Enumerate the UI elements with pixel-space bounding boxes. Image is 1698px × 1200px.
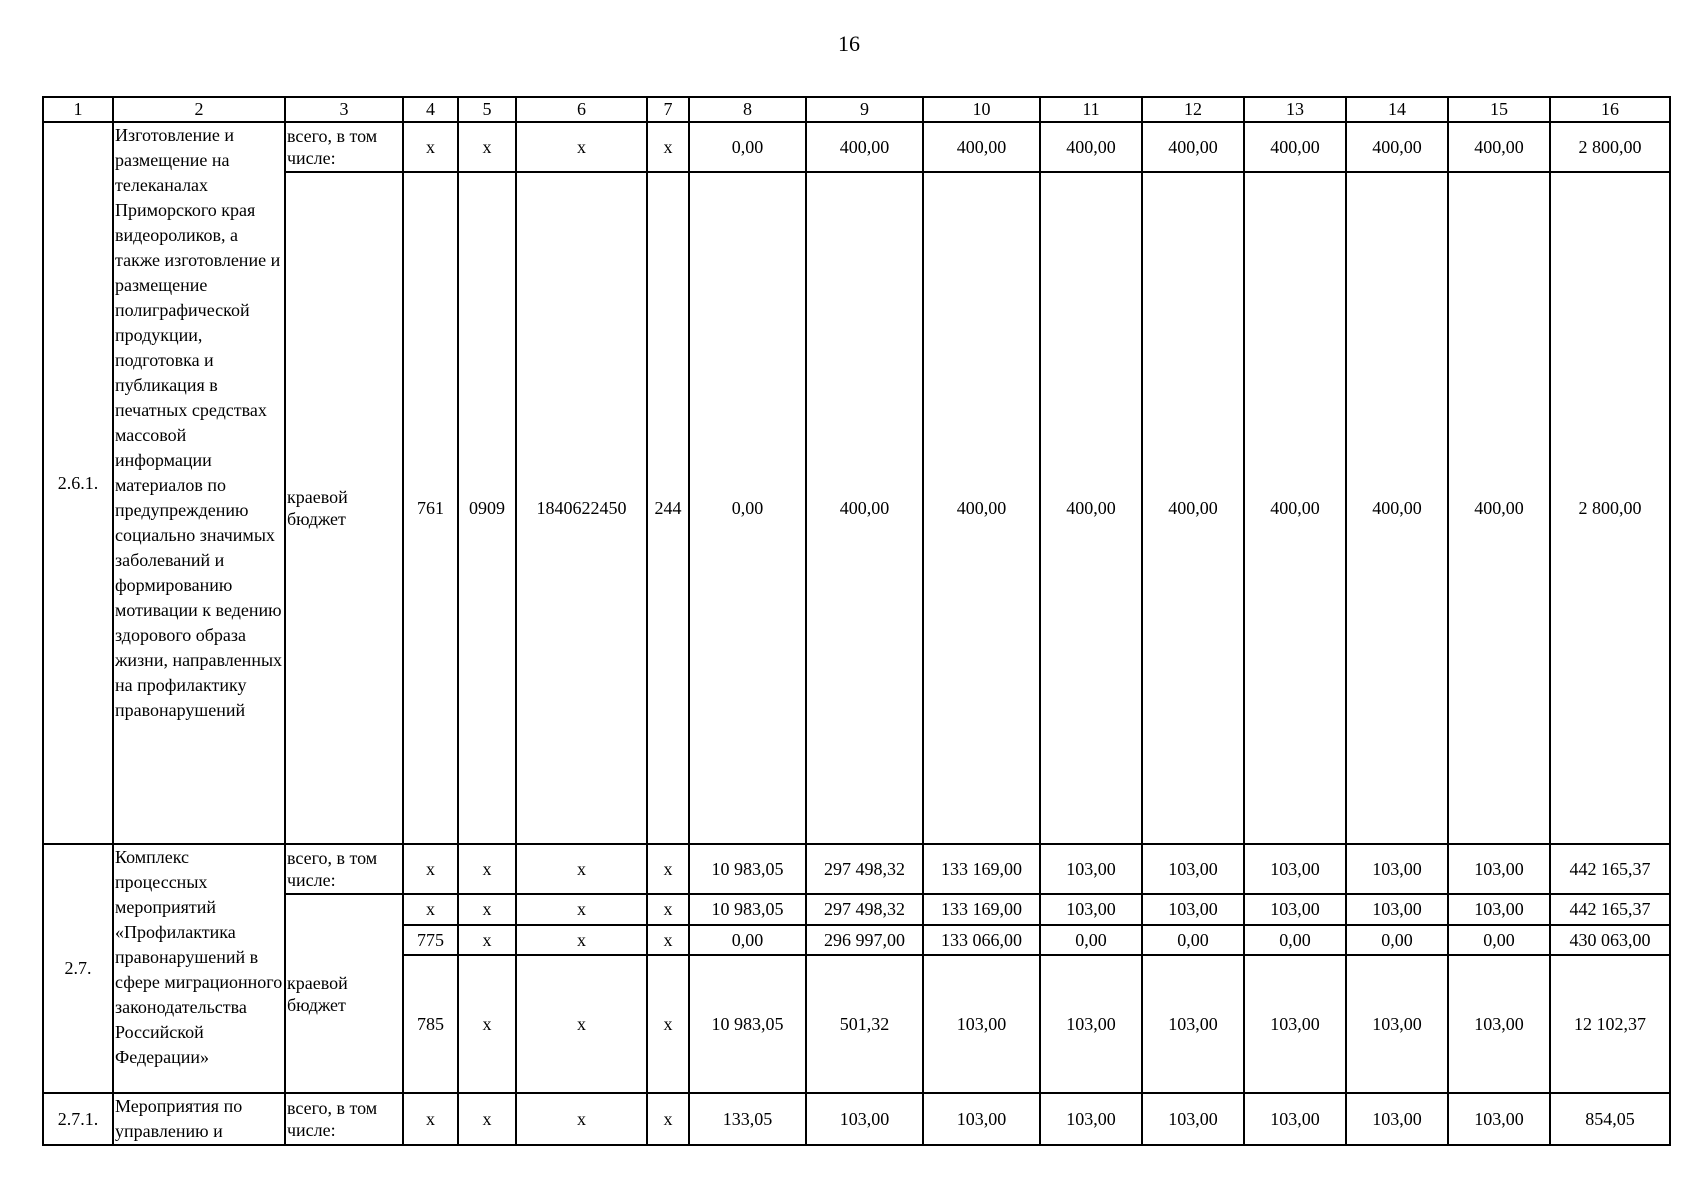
cell: 10 983,05 <box>689 955 806 1093</box>
header-row <box>43 97 1670 122</box>
column-header: 5 <box>458 97 516 122</box>
cell: 103,00 <box>1346 844 1448 894</box>
cell: 854,05 <box>1550 1093 1670 1145</box>
row-name: Комплекс процессных мероприятий «Профилактика правонарушений в сфере миграционного законодательства Российской Федерации» <box>113 844 285 1093</box>
cell: 133 066,00 <box>923 925 1040 955</box>
cell: x <box>516 1093 647 1145</box>
cell: 103,00 <box>1040 894 1142 925</box>
cell: 103,00 <box>1142 894 1244 925</box>
cell: 103,00 <box>1244 1093 1346 1145</box>
cell: 10 983,05 <box>689 894 806 925</box>
cell: 133 169,00 <box>923 844 1040 894</box>
cell: 400,00 <box>806 122 923 172</box>
column-header: 6 <box>516 97 647 122</box>
cell: 775 <box>403 925 458 955</box>
cell: 296 997,00 <box>806 925 923 955</box>
cell: x <box>458 844 516 894</box>
funding-source: всего, в том числе: <box>285 122 403 172</box>
cell: x <box>647 122 689 172</box>
cell: x <box>403 122 458 172</box>
cell: 103,00 <box>1346 1093 1448 1145</box>
cell: 0,00 <box>689 925 806 955</box>
cell: x <box>403 894 458 925</box>
cell: x <box>458 955 516 1093</box>
cell: x <box>516 925 647 955</box>
cell: 0,00 <box>1040 925 1142 955</box>
cell: 400,00 <box>1448 122 1550 172</box>
column-header: 9 <box>806 97 923 122</box>
funding-source: всего, в том числе: <box>285 1093 403 1145</box>
cell: 103,00 <box>1448 1093 1550 1145</box>
cell: 133 169,00 <box>923 894 1040 925</box>
cell: 400,00 <box>1448 172 1550 844</box>
cell: 103,00 <box>1142 955 1244 1093</box>
funding-source: краевой бюджет <box>285 894 403 1093</box>
page-number: 16 <box>838 31 860 56</box>
cell: 103,00 <box>1040 1093 1142 1145</box>
cell: 400,00 <box>1346 172 1448 844</box>
cell: x <box>458 894 516 925</box>
column-header: 11 <box>1040 97 1142 122</box>
cell: 103,00 <box>1142 844 1244 894</box>
cell: 400,00 <box>806 172 923 844</box>
cell: x <box>647 925 689 955</box>
cell: 103,00 <box>806 1093 923 1145</box>
cell: 103,00 <box>1040 844 1142 894</box>
cell: 103,00 <box>1448 894 1550 925</box>
column-header: 10 <box>923 97 1040 122</box>
column-header: 13 <box>1244 97 1346 122</box>
row-name: Мероприятия по управлению и <box>113 1093 285 1145</box>
row-name: Изготовление и размещение на телеканалах Приморского края видеороликов, а также изготовление и размещение полиграфической продукции, подготовка и публикация в печатных средствах массовой информации материалов по предупреждению социально значимых заболеваний и формированию мотивации к ведению здорового образа жизни, направленных на профилактику правонарушений <box>113 122 285 844</box>
column-header: 8 <box>689 97 806 122</box>
cell: x <box>458 925 516 955</box>
cell: 10 983,05 <box>689 844 806 894</box>
funding-source: краевой бюджет <box>285 172 403 844</box>
cell: x <box>516 955 647 1093</box>
cell: 400,00 <box>1040 122 1142 172</box>
cell: 1840622450 <box>516 172 647 844</box>
column-header: 7 <box>647 97 689 122</box>
cell: x <box>403 1093 458 1145</box>
table-row <box>43 894 1670 925</box>
cell: x <box>516 844 647 894</box>
cell: 0,00 <box>1244 925 1346 955</box>
cell: 0,00 <box>1346 925 1448 955</box>
table-row <box>43 172 1670 844</box>
cell: x <box>516 122 647 172</box>
cell: 103,00 <box>1346 894 1448 925</box>
column-header: 14 <box>1346 97 1448 122</box>
column-header: 3 <box>285 97 403 122</box>
cell: 103,00 <box>1244 844 1346 894</box>
cell: 103,00 <box>1040 955 1142 1093</box>
column-header: 4 <box>403 97 458 122</box>
cell: 0909 <box>458 172 516 844</box>
cell: x <box>458 1093 516 1145</box>
cell: x <box>647 844 689 894</box>
cell: 501,32 <box>806 955 923 1093</box>
cell: 400,00 <box>1142 122 1244 172</box>
cell: 103,00 <box>1448 844 1550 894</box>
cell: 133,05 <box>689 1093 806 1145</box>
cell: x <box>403 844 458 894</box>
column-header: 16 <box>1550 97 1670 122</box>
cell: 400,00 <box>1040 172 1142 844</box>
cell: 0,00 <box>1142 925 1244 955</box>
cell: 400,00 <box>1346 122 1448 172</box>
cell: 400,00 <box>923 122 1040 172</box>
cell: 442 165,37 <box>1550 844 1670 894</box>
cell: x <box>516 894 647 925</box>
cell: 12 102,37 <box>1550 955 1670 1093</box>
cell: 103,00 <box>1244 894 1346 925</box>
table-row <box>43 844 1670 894</box>
cell: 761 <box>403 172 458 844</box>
cell: 0,00 <box>1448 925 1550 955</box>
cell: 0,00 <box>689 122 806 172</box>
table-row <box>43 1093 1670 1145</box>
budget-table <box>42 96 1671 1146</box>
table-row <box>43 122 1670 172</box>
cell: 430 063,00 <box>1550 925 1670 955</box>
cell: 400,00 <box>1244 172 1346 844</box>
row-number: 2.6.1. <box>43 122 113 844</box>
column-header: 12 <box>1142 97 1244 122</box>
cell: x <box>647 894 689 925</box>
column-header: 2 <box>113 97 285 122</box>
cell: 244 <box>647 172 689 844</box>
cell: 2 800,00 <box>1550 172 1670 844</box>
row-number: 2.7. <box>43 844 113 1093</box>
row-number: 2.7.1. <box>43 1093 113 1145</box>
cell: 400,00 <box>923 172 1040 844</box>
cell: 297 498,32 <box>806 894 923 925</box>
cell: 2 800,00 <box>1550 122 1670 172</box>
cell: 0,00 <box>689 172 806 844</box>
cell: 103,00 <box>1142 1093 1244 1145</box>
funding-source: всего, в том числе: <box>285 844 403 894</box>
cell: 442 165,37 <box>1550 894 1670 925</box>
cell: x <box>458 122 516 172</box>
cell: 103,00 <box>1448 955 1550 1093</box>
cell: 785 <box>403 955 458 1093</box>
cell: 103,00 <box>923 955 1040 1093</box>
column-header: 15 <box>1448 97 1550 122</box>
column-header: 1 <box>43 97 113 122</box>
cell: 297 498,32 <box>806 844 923 894</box>
cell: x <box>647 955 689 1093</box>
cell: 103,00 <box>923 1093 1040 1145</box>
cell: 103,00 <box>1244 955 1346 1093</box>
cell: x <box>647 1093 689 1145</box>
cell: 400,00 <box>1142 172 1244 844</box>
cell: 103,00 <box>1346 955 1448 1093</box>
cell: 400,00 <box>1244 122 1346 172</box>
